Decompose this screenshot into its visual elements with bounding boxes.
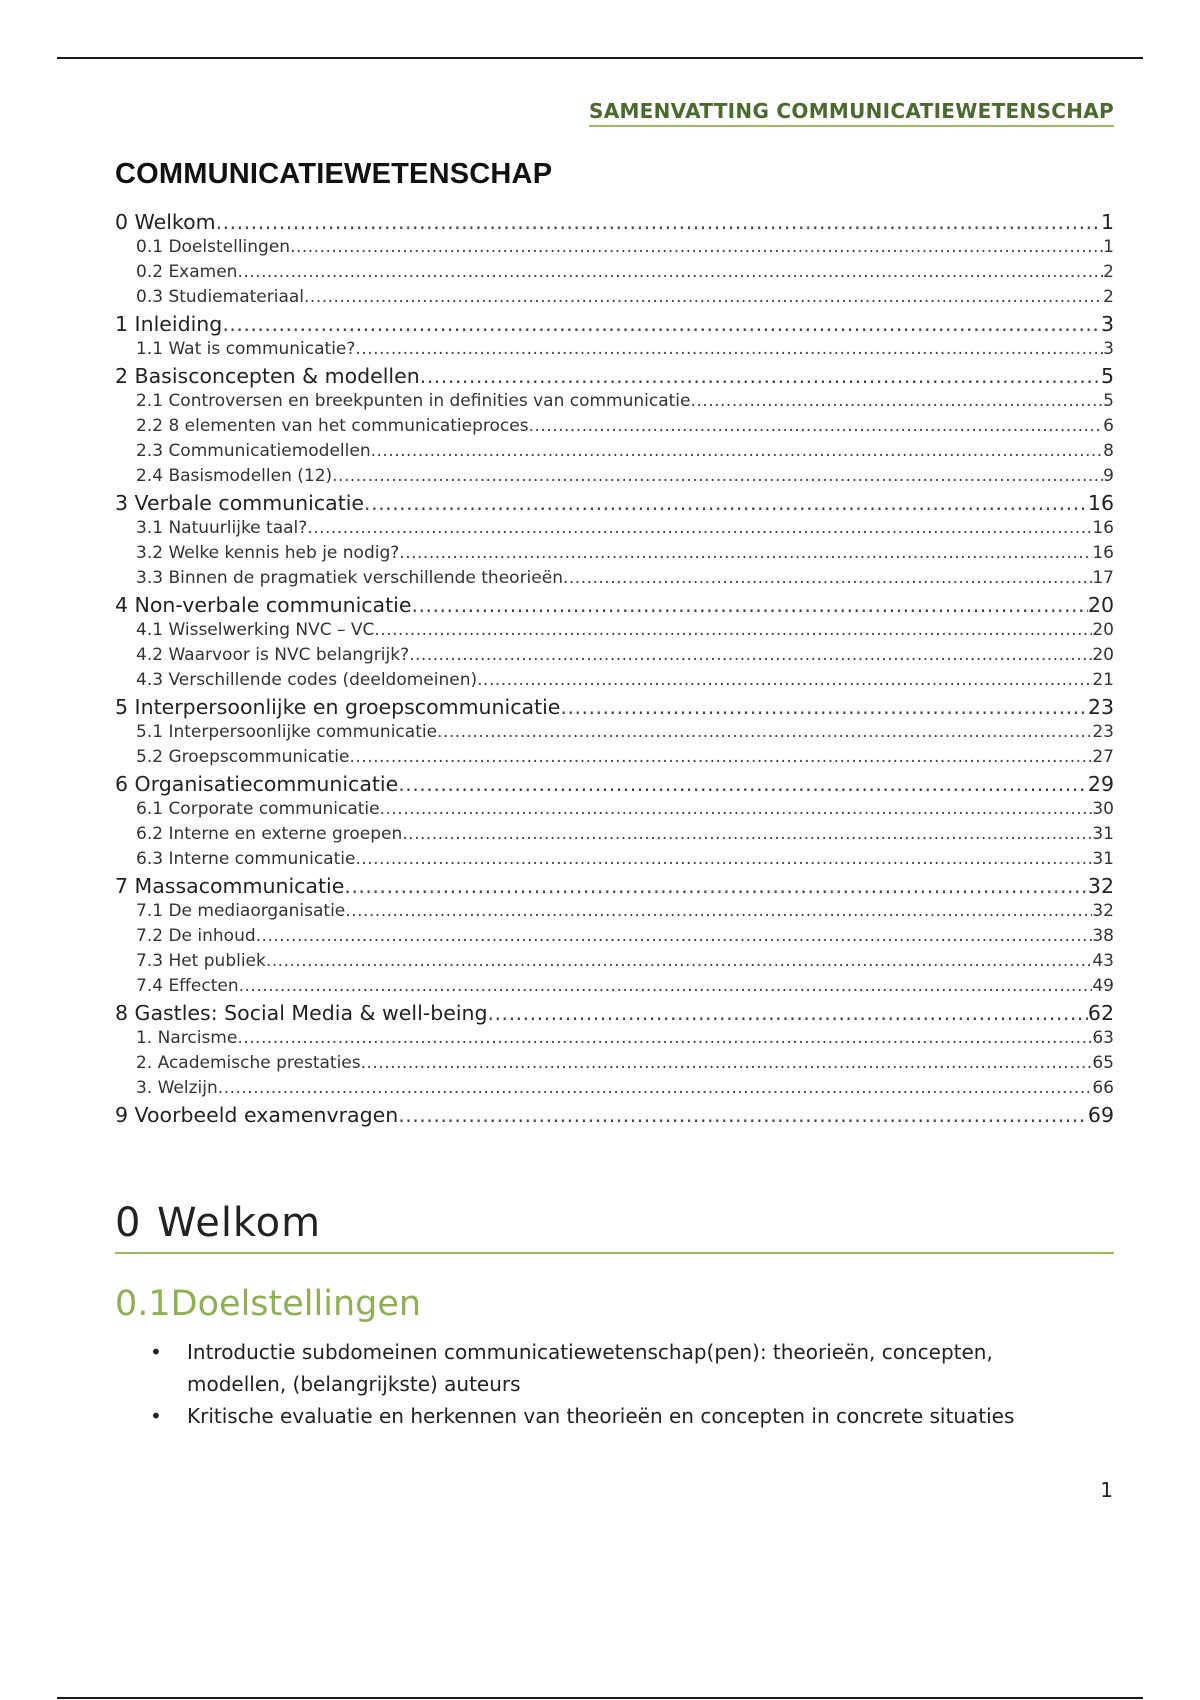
toc-dot-leader	[304, 287, 1103, 307]
section-heading	[115, 1200, 1114, 1254]
toc-entry-label: 4.3 Verschillende codes (deeldomeinen)	[136, 670, 478, 690]
toc-entry-label: 0.2 Examen	[136, 262, 238, 282]
toc-dot-leader	[374, 620, 1092, 640]
toc-entry-page: 5	[1103, 391, 1114, 411]
toc-entry-page: 21	[1092, 670, 1114, 690]
toc-entry-page: 20	[1087, 593, 1114, 617]
toc-entry-page: 43	[1092, 951, 1114, 971]
toc-entry-page: 16	[1087, 491, 1114, 515]
toc-dot-leader	[691, 391, 1104, 411]
toc-dot-leader	[290, 237, 1103, 257]
toc-entry-label: 4 Non-verbale communicatie	[115, 593, 412, 617]
toc-entry-label: 4.2 Waarvoor is NVC belangrijk?	[136, 645, 410, 665]
toc-dot-leader	[420, 364, 1101, 388]
toc-entry-label: 6.1 Corporate communicatie	[136, 799, 380, 819]
toc-entry-page: 69	[1087, 1103, 1114, 1127]
toc-entry-chapter[interactable]	[115, 874, 1114, 901]
toc-entry-label: 9 Voorbeeld examenvragen	[115, 1103, 399, 1127]
toc-entry-label: 3. Welzijn	[136, 1078, 218, 1098]
toc-entry-label: 2.2 8 elementen van het communicatieproces	[136, 416, 529, 436]
toc-entry-chapter[interactable]	[115, 312, 1114, 339]
toc-dot-leader	[402, 824, 1092, 844]
toc-entry-page: 30	[1092, 799, 1114, 819]
toc-entry-chapter[interactable]	[115, 593, 1114, 620]
toc-entry-label: 2. Academische prestaties	[136, 1053, 361, 1073]
toc-entry-label: 8 Gastles: Social Media & well-being	[115, 1001, 488, 1025]
toc-entry-label: 5.2 Groepscommunicatie	[136, 747, 350, 767]
list-item-text: Kritische evaluatie en herkennen van theorieën en concepten in concrete situaties	[187, 1404, 1015, 1428]
toc-entry-chapter[interactable]	[115, 491, 1114, 518]
toc-entry-label: 4.1 Wisselwerking NVC – VC	[136, 620, 375, 640]
toc-entry-page: 16	[1092, 543, 1114, 563]
toc-entry-label: 7.3 Het publiek	[136, 951, 266, 971]
subsection-number: 0.1	[115, 1284, 171, 1324]
toc-entry-section[interactable]	[115, 466, 1114, 491]
toc-entry-chapter[interactable]	[115, 772, 1114, 799]
toc-entry-section[interactable]	[115, 976, 1114, 1001]
toc-entry-section[interactable]	[115, 441, 1114, 466]
toc-entry-page: 2	[1103, 262, 1114, 282]
toc-entry-page: 32	[1087, 874, 1114, 898]
toc-dot-leader	[560, 695, 1087, 719]
toc-entry-page: 31	[1092, 824, 1114, 844]
toc-entry-label: 5.1 Interpersoonlijke communicatie	[136, 722, 438, 742]
toc-entry-label: 6.3 Interne communicatie	[136, 849, 356, 869]
toc-entry-page: 2	[1103, 287, 1114, 307]
toc-entry-section[interactable]	[115, 901, 1114, 926]
section-title: Welkom	[157, 1200, 322, 1246]
toc-entry-label: 7.2 De inhoud	[136, 926, 256, 946]
toc-dot-leader	[355, 849, 1092, 869]
toc-entry-page: 9	[1103, 466, 1114, 486]
page-number: 1	[1100, 1478, 1113, 1502]
section-number: 0	[115, 1200, 142, 1246]
toc-entry-chapter[interactable]	[115, 210, 1114, 237]
toc-dot-leader	[563, 568, 1092, 588]
toc-dot-leader	[364, 491, 1088, 515]
toc-entry-label: 2 Basisconcepten & modellen	[115, 364, 420, 388]
toc-dot-leader	[529, 416, 1104, 436]
toc-dot-leader	[345, 901, 1092, 921]
toc-entry-section[interactable]	[115, 339, 1114, 364]
top-page-rule	[57, 57, 1143, 59]
toc-dot-leader	[409, 645, 1092, 665]
toc-entry-label: 3.3 Binnen de pragmatiek verschillende theorieën	[136, 568, 563, 588]
toc-dot-leader	[371, 441, 1104, 461]
toc-dot-leader	[350, 747, 1093, 767]
toc-entry-page: 3	[1103, 339, 1114, 359]
toc-entry-chapter[interactable]	[115, 1103, 1114, 1130]
toc-dot-leader	[477, 670, 1092, 690]
toc-entry-section[interactable]	[115, 926, 1114, 951]
toc-entry-page: 23	[1092, 722, 1114, 742]
toc-entry-page: 3	[1100, 312, 1114, 336]
toc-dot-leader	[216, 210, 1101, 234]
toc-entry-label: 0 Welkom	[115, 210, 216, 234]
toc-entry-section[interactable]	[115, 1028, 1114, 1053]
running-header: SAMENVATTING COMMUNICATIEWETENSCHAP	[589, 99, 1114, 127]
toc-entry-chapter[interactable]	[115, 364, 1114, 391]
toc-entry-page: 20	[1092, 645, 1114, 665]
toc-entry-section[interactable]	[115, 645, 1114, 670]
toc-dot-leader	[222, 312, 1101, 336]
toc-dot-leader	[411, 593, 1087, 617]
toc-entry-section[interactable]	[115, 543, 1114, 568]
toc-entry-label: 3.1 Natuurlijke taal?	[136, 518, 308, 538]
list-item	[115, 1400, 1075, 1432]
toc-entry-label: 6 Organisatiecommunicatie	[115, 772, 399, 796]
toc-dot-leader	[307, 518, 1092, 538]
toc-dot-leader	[237, 1028, 1092, 1048]
toc-entry-page: 29	[1087, 772, 1114, 796]
toc-entry-page: 20	[1092, 620, 1114, 640]
toc-entry-chapter[interactable]	[115, 1001, 1114, 1028]
table-of-contents	[115, 210, 1114, 1130]
toc-entry-page: 6	[1103, 416, 1114, 436]
toc-entry-section[interactable]	[115, 568, 1114, 593]
toc-entry-section[interactable]	[115, 1053, 1114, 1078]
toc-entry-label: 7.4 Effecten	[136, 976, 239, 996]
bottom-page-rule	[57, 1697, 1143, 1699]
toc-entry-chapter[interactable]	[115, 695, 1114, 722]
toc-entry-section[interactable]	[115, 722, 1114, 747]
subsection-heading	[115, 1284, 421, 1324]
toc-entry-page: 65	[1092, 1053, 1114, 1073]
toc-entry-page: 62	[1087, 1001, 1114, 1025]
toc-entry-page: 1	[1100, 210, 1114, 234]
toc-entry-page: 23	[1087, 695, 1114, 719]
toc-entry-label: 0.3 Studiemateriaal	[136, 287, 305, 307]
objectives-list	[115, 1336, 1075, 1432]
toc-entry-section[interactable]	[115, 747, 1114, 772]
toc-entry-section[interactable]	[115, 518, 1114, 543]
subsection-title: Doelstellingen	[170, 1284, 422, 1324]
toc-entry-section[interactable]	[115, 670, 1114, 695]
toc-entry-page: 38	[1092, 926, 1114, 946]
toc-entry-page: 31	[1092, 849, 1114, 869]
toc-entry-section[interactable]	[115, 951, 1114, 976]
toc-entry-label: 7 Massacommunicatie	[115, 874, 345, 898]
document-title: COMMUNICATIEWETENSCHAP	[115, 158, 553, 190]
toc-dot-leader	[398, 772, 1088, 796]
toc-dot-leader	[237, 262, 1103, 282]
toc-entry-label: 5 Interpersoonlijke en groepscommunicatie	[115, 695, 561, 719]
toc-entry-section[interactable]	[115, 287, 1114, 312]
toc-dot-leader	[361, 1053, 1093, 1073]
toc-entry-label: 2.1 Controversen en breekpunten in definities van communicatie	[136, 391, 691, 411]
toc-entry-label: 3 Verbale communicatie	[115, 491, 365, 515]
toc-entry-section[interactable]	[115, 799, 1114, 824]
toc-entry-label: 1.1 Wat is communicatie?	[136, 339, 356, 359]
toc-entry-page: 16	[1092, 518, 1114, 538]
toc-entry-label: 1. Narcisme	[136, 1028, 238, 1048]
toc-entry-page: 8	[1103, 441, 1114, 461]
list-item	[115, 1336, 1075, 1400]
toc-dot-leader	[218, 1078, 1093, 1098]
toc-entry-page: 5	[1100, 364, 1114, 388]
toc-entry-label: 1 Inleiding	[115, 312, 223, 336]
toc-entry-section[interactable]	[115, 620, 1114, 645]
toc-dot-leader	[344, 874, 1088, 898]
toc-entry-page: 17	[1092, 568, 1114, 588]
toc-entry-label: 7.1 De mediaorganisatie	[136, 901, 346, 921]
toc-dot-leader	[399, 543, 1092, 563]
toc-entry-page: 27	[1092, 747, 1114, 767]
toc-entry-label: 6.2 Interne en externe groepen	[136, 824, 403, 844]
toc-entry-label: 2.4 Basismodellen (12)	[136, 466, 333, 486]
toc-dot-leader	[239, 976, 1093, 996]
toc-dot-leader	[256, 926, 1093, 946]
toc-dot-leader	[437, 722, 1092, 742]
toc-dot-leader	[332, 466, 1103, 486]
toc-entry-label: 3.2 Welke kennis heb je nodig?	[136, 543, 400, 563]
toc-dot-leader	[266, 951, 1093, 971]
toc-entry-section[interactable]	[115, 849, 1114, 874]
toc-entry-section[interactable]	[115, 1078, 1114, 1103]
toc-entry-page: 63	[1092, 1028, 1114, 1048]
toc-entry-page: 1	[1103, 237, 1114, 257]
toc-entry-page: 32	[1092, 901, 1114, 921]
toc-entry-section[interactable]	[115, 237, 1114, 262]
toc-entry-section[interactable]	[115, 391, 1114, 416]
bullet-icon: •	[150, 1340, 162, 1364]
toc-entry-section[interactable]	[115, 416, 1114, 441]
bullet-icon: •	[150, 1404, 162, 1428]
toc-entry-page: 66	[1092, 1078, 1114, 1098]
toc-entry-label: 0.1 Doelstellingen	[136, 237, 291, 257]
toc-dot-leader	[398, 1103, 1088, 1127]
list-item-text: Introductie subdomeinen communicatiewetenschap(pen): theorieën, concepten, modellen, (belangrijkste) auteurs	[187, 1340, 993, 1396]
toc-entry-label: 2.3 Communicatiemodellen	[136, 441, 371, 461]
toc-entry-page: 49	[1092, 976, 1114, 996]
toc-entry-section[interactable]	[115, 824, 1114, 849]
toc-dot-leader	[355, 339, 1103, 359]
toc-dot-leader	[488, 1001, 1088, 1025]
toc-entry-section[interactable]	[115, 262, 1114, 287]
toc-dot-leader	[380, 799, 1093, 819]
